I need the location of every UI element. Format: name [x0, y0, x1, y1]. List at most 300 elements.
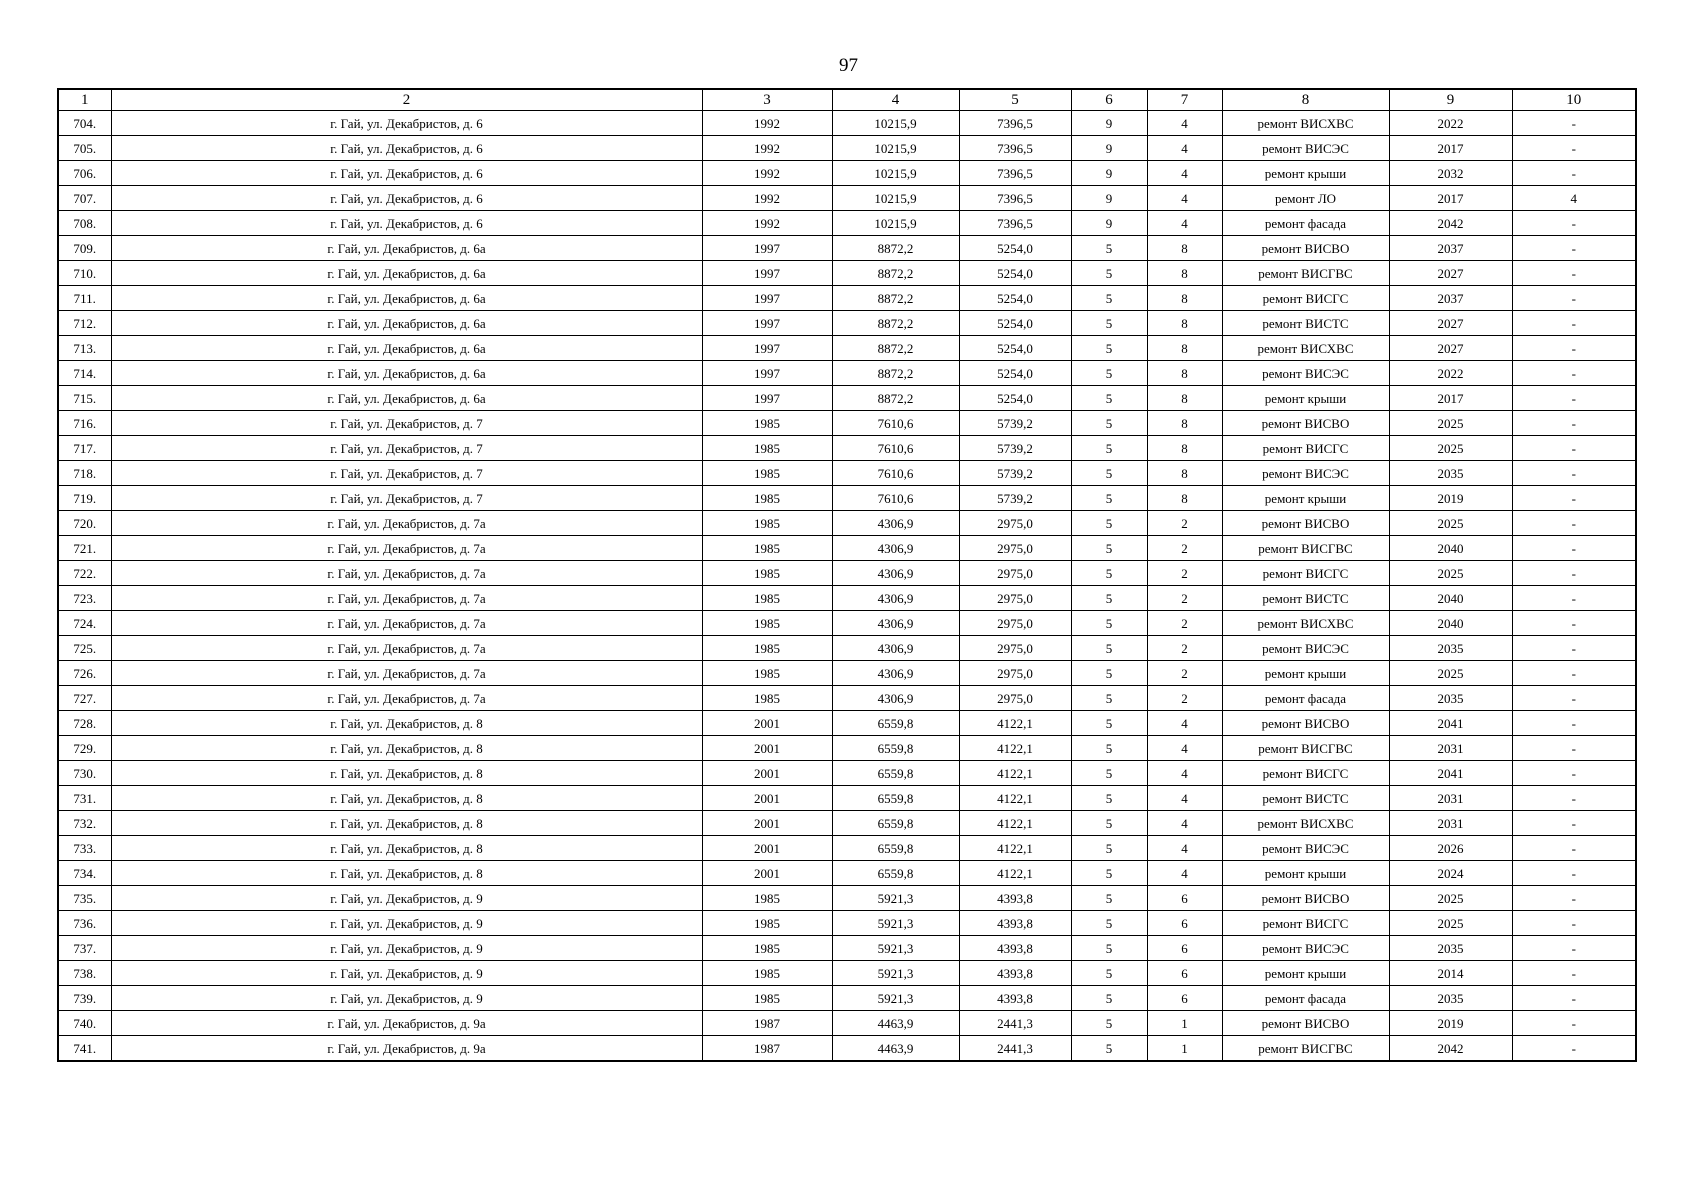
address-cell: г. Гай, ул. Декабристов, д. 7 — [111, 486, 702, 511]
planned-year-cell: 2035 — [1389, 636, 1512, 661]
entrances-cell: 2 — [1147, 636, 1222, 661]
entrances-cell: 8 — [1147, 236, 1222, 261]
planned-year-cell: 2019 — [1389, 486, 1512, 511]
note-cell: - — [1512, 211, 1636, 236]
build-year-cell: 1997 — [702, 336, 832, 361]
row-number-cell: 729. — [58, 736, 111, 761]
row-number-cell: 716. — [58, 411, 111, 436]
total-area-cell: 4306,9 — [832, 561, 959, 586]
address-cell: г. Гай, ул. Декабристов, д. 7а — [111, 561, 702, 586]
total-area-cell: 7610,6 — [832, 436, 959, 461]
planned-year-cell: 2035 — [1389, 986, 1512, 1011]
floors-cell: 5 — [1071, 336, 1147, 361]
living-area-cell: 2975,0 — [959, 586, 1071, 611]
work-type-cell: ремонт ВИСЭС — [1222, 636, 1389, 661]
row-number-cell: 710. — [58, 261, 111, 286]
note-cell: - — [1512, 861, 1636, 886]
address-cell: г. Гай, ул. Декабристов, д. 6а — [111, 361, 702, 386]
planned-year-cell: 2019 — [1389, 1011, 1512, 1036]
floors-cell: 5 — [1071, 436, 1147, 461]
table-row — [58, 511, 1636, 536]
living-area-cell: 4122,1 — [959, 736, 1071, 761]
floors-cell: 9 — [1071, 211, 1147, 236]
work-type-cell: ремонт ВИСГВС — [1222, 261, 1389, 286]
table-row — [58, 786, 1636, 811]
address-cell: г. Гай, ул. Декабристов, д. 6 — [111, 186, 702, 211]
build-year-cell: 1997 — [702, 261, 832, 286]
note-cell: - — [1512, 761, 1636, 786]
entrances-cell: 8 — [1147, 386, 1222, 411]
entrances-cell: 6 — [1147, 961, 1222, 986]
table-row — [58, 936, 1636, 961]
floors-cell: 9 — [1071, 161, 1147, 186]
entrances-cell: 4 — [1147, 761, 1222, 786]
planned-year-cell: 2025 — [1389, 436, 1512, 461]
floors-cell: 5 — [1071, 786, 1147, 811]
total-area-cell: 7610,6 — [832, 411, 959, 436]
work-type-cell: ремонт фасада — [1222, 686, 1389, 711]
entrances-cell: 8 — [1147, 461, 1222, 486]
work-type-cell: ремонт ВИСТС — [1222, 311, 1389, 336]
row-number-cell: 733. — [58, 836, 111, 861]
table-row — [58, 361, 1636, 386]
note-cell: - — [1512, 1036, 1636, 1062]
note-cell: 4 — [1512, 186, 1636, 211]
floors-cell: 5 — [1071, 911, 1147, 936]
work-type-cell: ремонт ВИСВО — [1222, 1011, 1389, 1036]
floors-cell: 5 — [1071, 761, 1147, 786]
work-type-cell: ремонт ВИСХВС — [1222, 611, 1389, 636]
note-cell: - — [1512, 661, 1636, 686]
planned-year-cell: 2032 — [1389, 161, 1512, 186]
planned-year-cell: 2017 — [1389, 386, 1512, 411]
entrances-cell: 4 — [1147, 186, 1222, 211]
entrances-cell: 4 — [1147, 711, 1222, 736]
table-row — [58, 136, 1636, 161]
total-area-cell: 5921,3 — [832, 961, 959, 986]
planned-year-cell: 2025 — [1389, 511, 1512, 536]
living-area-cell: 4122,1 — [959, 861, 1071, 886]
total-area-cell: 4306,9 — [832, 536, 959, 561]
table-row — [58, 561, 1636, 586]
work-type-cell: ремонт ВИСГС — [1222, 286, 1389, 311]
table-body — [58, 111, 1636, 1062]
entrances-cell: 2 — [1147, 511, 1222, 536]
table-row — [58, 386, 1636, 411]
row-number-cell: 706. — [58, 161, 111, 186]
living-area-cell: 7396,5 — [959, 211, 1071, 236]
planned-year-cell: 2025 — [1389, 561, 1512, 586]
note-cell: - — [1512, 136, 1636, 161]
row-number-cell: 731. — [58, 786, 111, 811]
build-year-cell: 1987 — [702, 1011, 832, 1036]
work-type-cell: ремонт фасада — [1222, 986, 1389, 1011]
floors-cell: 5 — [1071, 886, 1147, 911]
living-area-cell: 2975,0 — [959, 511, 1071, 536]
note-cell: - — [1512, 336, 1636, 361]
row-number-cell: 740. — [58, 1011, 111, 1036]
floors-cell: 5 — [1071, 811, 1147, 836]
entrances-cell: 8 — [1147, 311, 1222, 336]
work-type-cell: ремонт ВИСВО — [1222, 236, 1389, 261]
build-year-cell: 1992 — [702, 136, 832, 161]
row-number-cell: 711. — [58, 286, 111, 311]
build-year-cell: 1992 — [702, 161, 832, 186]
column-header: 1 — [58, 89, 111, 111]
build-year-cell: 1985 — [702, 561, 832, 586]
row-number-cell: 728. — [58, 711, 111, 736]
table-row — [58, 1011, 1636, 1036]
build-year-cell: 1985 — [702, 911, 832, 936]
build-year-cell: 1985 — [702, 536, 832, 561]
total-area-cell: 10215,9 — [832, 136, 959, 161]
row-number-cell: 723. — [58, 586, 111, 611]
living-area-cell: 4122,1 — [959, 711, 1071, 736]
total-area-cell: 10215,9 — [832, 186, 959, 211]
floors-cell: 5 — [1071, 1011, 1147, 1036]
address-cell: г. Гай, ул. Декабристов, д. 8 — [111, 736, 702, 761]
total-area-cell: 4463,9 — [832, 1036, 959, 1062]
entrances-cell: 4 — [1147, 811, 1222, 836]
row-number-cell: 705. — [58, 136, 111, 161]
living-area-cell: 7396,5 — [959, 161, 1071, 186]
entrances-cell: 4 — [1147, 836, 1222, 861]
table-row — [58, 186, 1636, 211]
planned-year-cell: 2041 — [1389, 711, 1512, 736]
living-area-cell: 5254,0 — [959, 236, 1071, 261]
total-area-cell: 8872,2 — [832, 261, 959, 286]
note-cell: - — [1512, 986, 1636, 1011]
living-area-cell: 2441,3 — [959, 1011, 1071, 1036]
address-cell: г. Гай, ул. Декабристов, д. 7а — [111, 511, 702, 536]
table-row — [58, 961, 1636, 986]
floors-cell: 9 — [1071, 136, 1147, 161]
table-row — [58, 236, 1636, 261]
table-row — [58, 286, 1636, 311]
row-number-cell: 735. — [58, 886, 111, 911]
build-year-cell: 1985 — [702, 486, 832, 511]
work-type-cell: ремонт крыши — [1222, 386, 1389, 411]
work-type-cell: ремонт ВИСТС — [1222, 586, 1389, 611]
work-type-cell: ремонт ВИСГС — [1222, 911, 1389, 936]
address-cell: г. Гай, ул. Декабристов, д. 8 — [111, 711, 702, 736]
planned-year-cell: 2025 — [1389, 886, 1512, 911]
planned-year-cell: 2022 — [1389, 361, 1512, 386]
build-year-cell: 1985 — [702, 436, 832, 461]
build-year-cell: 2001 — [702, 786, 832, 811]
planned-year-cell: 2022 — [1389, 111, 1512, 136]
build-year-cell: 1992 — [702, 186, 832, 211]
floors-cell: 5 — [1071, 536, 1147, 561]
address-cell: г. Гай, ул. Декабристов, д. 6а — [111, 286, 702, 311]
table-row — [58, 711, 1636, 736]
row-number-cell: 724. — [58, 611, 111, 636]
table-row — [58, 736, 1636, 761]
build-year-cell: 1992 — [702, 111, 832, 136]
total-area-cell: 10215,9 — [832, 211, 959, 236]
work-type-cell: ремонт ВИСГВС — [1222, 536, 1389, 561]
address-cell: г. Гай, ул. Декабристов, д. 6 — [111, 211, 702, 236]
total-area-cell: 4306,9 — [832, 511, 959, 536]
work-type-cell: ремонт ВИСГС — [1222, 561, 1389, 586]
total-area-cell: 5921,3 — [832, 886, 959, 911]
address-cell: г. Гай, ул. Декабристов, д. 9а — [111, 1036, 702, 1062]
planned-year-cell: 2035 — [1389, 686, 1512, 711]
total-area-cell: 7610,6 — [832, 461, 959, 486]
floors-cell: 9 — [1071, 111, 1147, 136]
living-area-cell: 2975,0 — [959, 536, 1071, 561]
row-number-cell: 732. — [58, 811, 111, 836]
living-area-cell: 4393,8 — [959, 961, 1071, 986]
living-area-cell: 5739,2 — [959, 486, 1071, 511]
floors-cell: 5 — [1071, 586, 1147, 611]
header-row — [58, 89, 1636, 111]
table-row — [58, 611, 1636, 636]
table-row — [58, 336, 1636, 361]
living-area-cell: 5254,0 — [959, 361, 1071, 386]
address-cell: г. Гай, ул. Декабристов, д. 8 — [111, 811, 702, 836]
total-area-cell: 6559,8 — [832, 836, 959, 861]
row-number-cell: 737. — [58, 936, 111, 961]
floors-cell: 5 — [1071, 261, 1147, 286]
living-area-cell: 4122,1 — [959, 761, 1071, 786]
address-cell: г. Гай, ул. Декабристов, д. 6а — [111, 236, 702, 261]
note-cell: - — [1512, 811, 1636, 836]
address-cell: г. Гай, ул. Декабристов, д. 6а — [111, 311, 702, 336]
living-area-cell: 5254,0 — [959, 286, 1071, 311]
row-number-cell: 726. — [58, 661, 111, 686]
table-row — [58, 886, 1636, 911]
floors-cell: 5 — [1071, 836, 1147, 861]
build-year-cell: 2001 — [702, 811, 832, 836]
table-row — [58, 636, 1636, 661]
address-cell: г. Гай, ул. Декабристов, д. 8 — [111, 761, 702, 786]
floors-cell: 5 — [1071, 636, 1147, 661]
floors-cell: 5 — [1071, 286, 1147, 311]
total-area-cell: 6559,8 — [832, 786, 959, 811]
build-year-cell: 1985 — [702, 961, 832, 986]
note-cell: - — [1512, 561, 1636, 586]
floors-cell: 5 — [1071, 1036, 1147, 1062]
page-number: 97 — [839, 55, 858, 76]
address-cell: г. Гай, ул. Декабристов, д. 8 — [111, 786, 702, 811]
living-area-cell: 7396,5 — [959, 136, 1071, 161]
row-number-cell: 713. — [58, 336, 111, 361]
planned-year-cell: 2025 — [1389, 661, 1512, 686]
living-area-cell: 7396,5 — [959, 111, 1071, 136]
planned-year-cell: 2035 — [1389, 936, 1512, 961]
floors-cell: 5 — [1071, 861, 1147, 886]
entrances-cell: 6 — [1147, 911, 1222, 936]
address-cell: г. Гай, ул. Декабристов, д. 7а — [111, 661, 702, 686]
table-row — [58, 436, 1636, 461]
build-year-cell: 1997 — [702, 286, 832, 311]
build-year-cell: 2001 — [702, 736, 832, 761]
total-area-cell: 10215,9 — [832, 161, 959, 186]
work-type-cell: ремонт ВИСГС — [1222, 436, 1389, 461]
build-year-cell: 1985 — [702, 661, 832, 686]
work-type-cell: ремонт ВИСГВС — [1222, 736, 1389, 761]
work-type-cell: ремонт крыши — [1222, 861, 1389, 886]
work-type-cell: ремонт ВИСЭС — [1222, 361, 1389, 386]
build-year-cell: 1985 — [702, 936, 832, 961]
living-area-cell: 5739,2 — [959, 436, 1071, 461]
planned-year-cell: 2017 — [1389, 136, 1512, 161]
address-cell: г. Гай, ул. Декабристов, д. 6 — [111, 136, 702, 161]
total-area-cell: 10215,9 — [832, 111, 959, 136]
planned-year-cell: 2024 — [1389, 861, 1512, 886]
entrances-cell: 2 — [1147, 536, 1222, 561]
floors-cell: 5 — [1071, 711, 1147, 736]
note-cell: - — [1512, 236, 1636, 261]
build-year-cell: 1985 — [702, 411, 832, 436]
living-area-cell: 4122,1 — [959, 811, 1071, 836]
row-number-cell: 709. — [58, 236, 111, 261]
address-cell: г. Гай, ул. Декабристов, д. 9 — [111, 961, 702, 986]
build-year-cell: 1985 — [702, 986, 832, 1011]
floors-cell: 5 — [1071, 961, 1147, 986]
entrances-cell: 4 — [1147, 861, 1222, 886]
total-area-cell: 6559,8 — [832, 711, 959, 736]
table-row — [58, 161, 1636, 186]
planned-year-cell: 2017 — [1389, 186, 1512, 211]
total-area-cell: 8872,2 — [832, 336, 959, 361]
table-row — [58, 586, 1636, 611]
entrances-cell: 8 — [1147, 336, 1222, 361]
floors-cell: 5 — [1071, 361, 1147, 386]
work-type-cell: ремонт ВИСТС — [1222, 786, 1389, 811]
table-row — [58, 861, 1636, 886]
total-area-cell: 6559,8 — [832, 811, 959, 836]
address-cell: г. Гай, ул. Декабристов, д. 9 — [111, 936, 702, 961]
entrances-cell: 2 — [1147, 561, 1222, 586]
work-type-cell: ремонт ВИСГВС — [1222, 1036, 1389, 1062]
row-number-cell: 718. — [58, 461, 111, 486]
table-row — [58, 411, 1636, 436]
entrances-cell: 8 — [1147, 261, 1222, 286]
address-cell: г. Гай, ул. Декабристов, д. 9 — [111, 886, 702, 911]
floors-cell: 5 — [1071, 561, 1147, 586]
entrances-cell: 1 — [1147, 1011, 1222, 1036]
total-area-cell: 8872,2 — [832, 286, 959, 311]
entrances-cell: 4 — [1147, 136, 1222, 161]
work-type-cell: ремонт фасада — [1222, 211, 1389, 236]
note-cell: - — [1512, 161, 1636, 186]
note-cell: - — [1512, 111, 1636, 136]
column-header: 5 — [959, 89, 1071, 111]
work-type-cell: ремонт крыши — [1222, 961, 1389, 986]
total-area-cell: 5921,3 — [832, 986, 959, 1011]
living-area-cell: 4393,8 — [959, 936, 1071, 961]
build-year-cell: 1985 — [702, 686, 832, 711]
address-cell: г. Гай, ул. Декабристов, д. 7а — [111, 636, 702, 661]
address-cell: г. Гай, ул. Декабристов, д. 9а — [111, 1011, 702, 1036]
planned-year-cell: 2031 — [1389, 736, 1512, 761]
living-area-cell: 2975,0 — [959, 636, 1071, 661]
total-area-cell: 5921,3 — [832, 911, 959, 936]
living-area-cell: 4393,8 — [959, 886, 1071, 911]
floors-cell: 5 — [1071, 486, 1147, 511]
living-area-cell: 4122,1 — [959, 786, 1071, 811]
planned-year-cell: 2027 — [1389, 311, 1512, 336]
address-cell: г. Гай, ул. Декабристов, д. 9 — [111, 911, 702, 936]
entrances-cell: 4 — [1147, 736, 1222, 761]
total-area-cell: 4306,9 — [832, 636, 959, 661]
total-area-cell: 8872,2 — [832, 236, 959, 261]
note-cell: - — [1512, 261, 1636, 286]
work-type-cell: ремонт ВИСХВС — [1222, 336, 1389, 361]
column-header: 3 — [702, 89, 832, 111]
row-number-cell: 704. — [58, 111, 111, 136]
living-area-cell: 5254,0 — [959, 386, 1071, 411]
column-header: 6 — [1071, 89, 1147, 111]
planned-year-cell: 2040 — [1389, 611, 1512, 636]
work-type-cell: ремонт ВИСВО — [1222, 711, 1389, 736]
table-row — [58, 211, 1636, 236]
living-area-cell: 2975,0 — [959, 686, 1071, 711]
work-type-cell: ремонт ВИСЭС — [1222, 936, 1389, 961]
total-area-cell: 8872,2 — [832, 361, 959, 386]
address-cell: г. Гай, ул. Декабристов, д. 7 — [111, 461, 702, 486]
living-area-cell: 2975,0 — [959, 611, 1071, 636]
entrances-cell: 4 — [1147, 161, 1222, 186]
row-number-cell: 721. — [58, 536, 111, 561]
table-row — [58, 536, 1636, 561]
address-cell: г. Гай, ул. Декабристов, д. 6 — [111, 111, 702, 136]
address-cell: г. Гай, ул. Декабристов, д. 7а — [111, 686, 702, 711]
row-number-cell: 736. — [58, 911, 111, 936]
planned-year-cell: 2027 — [1389, 261, 1512, 286]
work-type-cell: ремонт ВИСВО — [1222, 886, 1389, 911]
build-year-cell: 2001 — [702, 836, 832, 861]
address-cell: г. Гай, ул. Декабристов, д. 6 — [111, 161, 702, 186]
table-row — [58, 911, 1636, 936]
build-year-cell: 1985 — [702, 611, 832, 636]
build-year-cell: 1992 — [702, 211, 832, 236]
note-cell: - — [1512, 836, 1636, 861]
row-number-cell: 717. — [58, 436, 111, 461]
living-area-cell: 5739,2 — [959, 411, 1071, 436]
work-type-cell: ремонт ВИСЭС — [1222, 461, 1389, 486]
note-cell: - — [1512, 961, 1636, 986]
table-row — [58, 761, 1636, 786]
floors-cell: 5 — [1071, 461, 1147, 486]
work-type-cell: ремонт ВИСХВС — [1222, 111, 1389, 136]
note-cell: - — [1512, 736, 1636, 761]
entrances-cell: 6 — [1147, 986, 1222, 1011]
total-area-cell: 4306,9 — [832, 611, 959, 636]
row-number-cell: 734. — [58, 861, 111, 886]
planned-year-cell: 2026 — [1389, 836, 1512, 861]
planned-year-cell: 2042 — [1389, 1036, 1512, 1062]
note-cell: - — [1512, 711, 1636, 736]
row-number-cell: 712. — [58, 311, 111, 336]
planned-year-cell: 2027 — [1389, 336, 1512, 361]
entrances-cell: 1 — [1147, 1036, 1222, 1062]
note-cell: - — [1512, 936, 1636, 961]
table-row — [58, 836, 1636, 861]
note-cell: - — [1512, 486, 1636, 511]
work-type-cell: ремонт ЛО — [1222, 186, 1389, 211]
entrances-cell: 8 — [1147, 361, 1222, 386]
planned-year-cell: 2025 — [1389, 411, 1512, 436]
row-number-cell: 714. — [58, 361, 111, 386]
table-row — [58, 111, 1636, 136]
address-cell: г. Гай, ул. Декабристов, д. 6а — [111, 261, 702, 286]
living-area-cell: 5254,0 — [959, 311, 1071, 336]
entrances-cell: 6 — [1147, 886, 1222, 911]
note-cell: - — [1512, 511, 1636, 536]
